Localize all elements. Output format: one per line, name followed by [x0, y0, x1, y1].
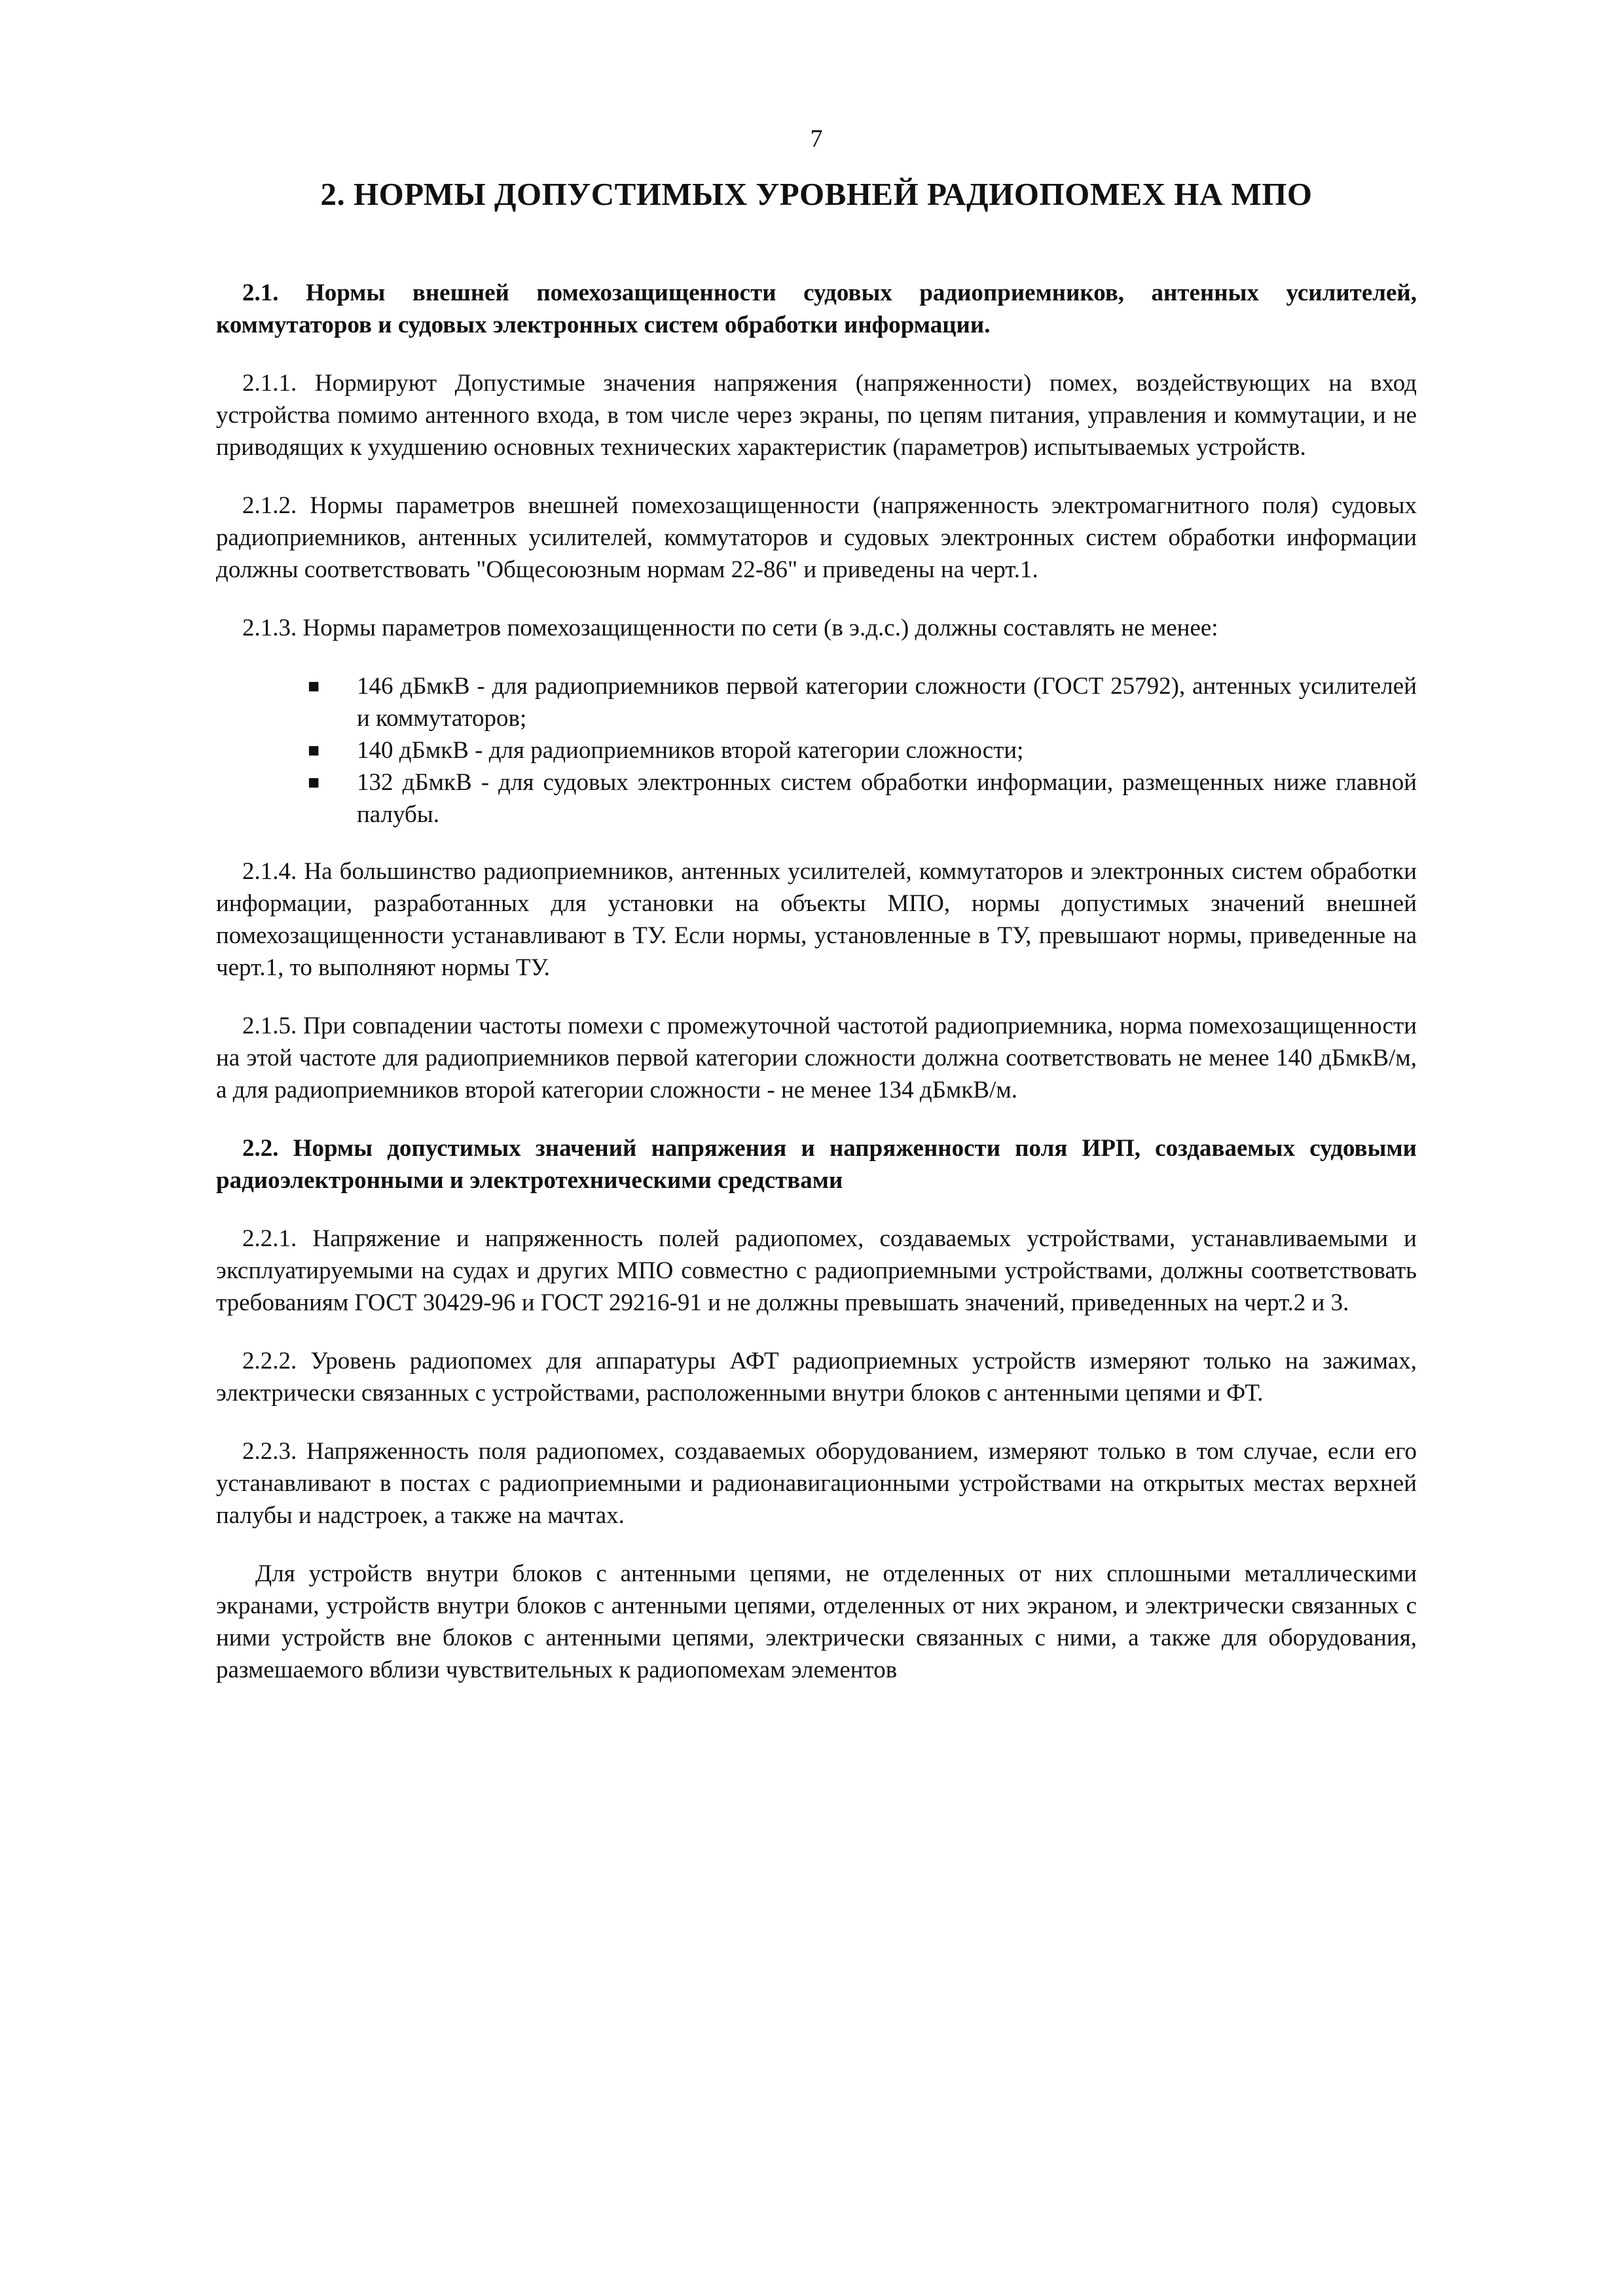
paragraph-2-1-5: 2.1.5. При совпадении частоты помехи с промежуточной частотой радиоприемника, норма помехозащищенности на этой частоте для радиоприемников первой категории сложности должна соответствовать не менее 140 дБмкВ/м, а для радиоприемников второй категории сложности - не менее 134 дБмкВ/м.	[216, 1013, 1417, 1103]
paragraph-2-1-1: 2.1.1. Нормируют Допустимые значения напряжения (напряженности) помех, воздействующих на вход устройства помимо антенного входа, в том числе через экраны, по цепям питания, управления и коммутации, и не приводящих к ухудшению основных технических характеристик (параметров) испытываемых устройств.	[216, 370, 1417, 461]
paragraph-2-1-4: 2.1.4. На большинство радиоприемников, антенных усилителей, коммутаторов и электронных систем обработки информации, разработанных для установки на объекты МПО, нормы допустимых значений внешней помехозащищенности устанавливают в ТУ. Если нормы, установленные в ТУ, превышают нормы, приведенные на черт.1, то выполняют нормы ТУ.	[216, 858, 1417, 981]
subsection-2-2-heading: 2.2. Нормы допустимых значений напряжения и напряженности поля ИРП, создаваемых судовыми радиоэлектронными и электротехническими средствами	[216, 1135, 1417, 1194]
paragraph-2-2-1: 2.2.1. Напряжение и напряженность полей радиопомех, создаваемых устройствами, устанавливаемыми и эксплуатируемыми на судах и других МПО совместно с радиоприемными устройствами, должны соответствовать требованиям ГОСТ 30429-96 и ГОСТ 29216-91 и не должны превышать значений, приведенных на черт.2 и 3.	[216, 1225, 1417, 1316]
page-number: 7	[810, 125, 823, 152]
list-item	[216, 766, 1417, 831]
subsection-2-1-heading: 2.1. Нормы внешней помехозащищенности судовых радиоприемников, антенных усилителей, коммутаторов и судовых электронных систем обработки информации.	[216, 279, 1417, 338]
bullet-icon: ■	[308, 772, 320, 793]
document-page	[216, 124, 1417, 1712]
paragraph-2-1-3: 2.1.3. Нормы параметров помехозащищенности по сети (в э.д.с.) должны составлять не менее:	[242, 615, 1218, 641]
list-item-text: 146 дБмкВ - для радиоприемников первой категории сложности (ГОСТ 25792), антенных усилителей и коммутаторов;	[357, 673, 1417, 732]
paragraph-2-1-2: 2.1.2. Нормы параметров внешней помехозащищенности (напряженность электромагнитного поля) судовых радиоприемников, антенных усилителей, коммутаторов и судовых электронных систем обработки информации должны соответствовать "Общесоюзным нормам 22-86" и приведены на черт.1.	[216, 492, 1417, 583]
norms-list	[216, 670, 1417, 831]
list-item	[216, 734, 1417, 766]
bullet-icon: ■	[308, 740, 320, 761]
bullet-icon: ■	[308, 675, 320, 697]
list-item	[216, 670, 1417, 734]
paragraph-2-2-3: 2.2.3. Напряженность поля радиопомех, создаваемых оборудованием, измеряют только в том случае, если его устанавливают в постах с радиоприемными и радионавигационными устройствами на открытых местах верхней палубы и надстроек, а также на мачтах.	[216, 1438, 1417, 1529]
section-title: 2. НОРМЫ ДОПУСТИМЫХ УРОВНЕЙ РАДИОПОМЕХ НА МПО	[320, 176, 1313, 212]
paragraph-continuation: Для устройств внутри блоков с антенными цепями, не отделенных от них сплошными металлическими экранами, устройств внутри блоков с антенными цепями, отделенных от них экраном, и электрически связанных с ними устройств вне блоков с антенными цепями, электрически связанных с ними, а также для оборудования, размешаемого вблизи чувствительных к радиопомехам элементов	[216, 1560, 1417, 1683]
paragraph-2-2-2: 2.2.2. Уровень радиопомех для аппаратуры АФТ радиоприемных устройств измеряют только на зажимах, электрически связанных с устройствами, расположенными внутри блоков с антенными цепями и ФТ.	[216, 1348, 1417, 1407]
list-item-text: 132 дБмкВ - для судовых электронных систем обработки информации, размещенных ниже главной палубы.	[357, 769, 1417, 828]
list-item-text: 140 дБмкВ - для радиоприемников второй категории сложности;	[357, 737, 1024, 764]
